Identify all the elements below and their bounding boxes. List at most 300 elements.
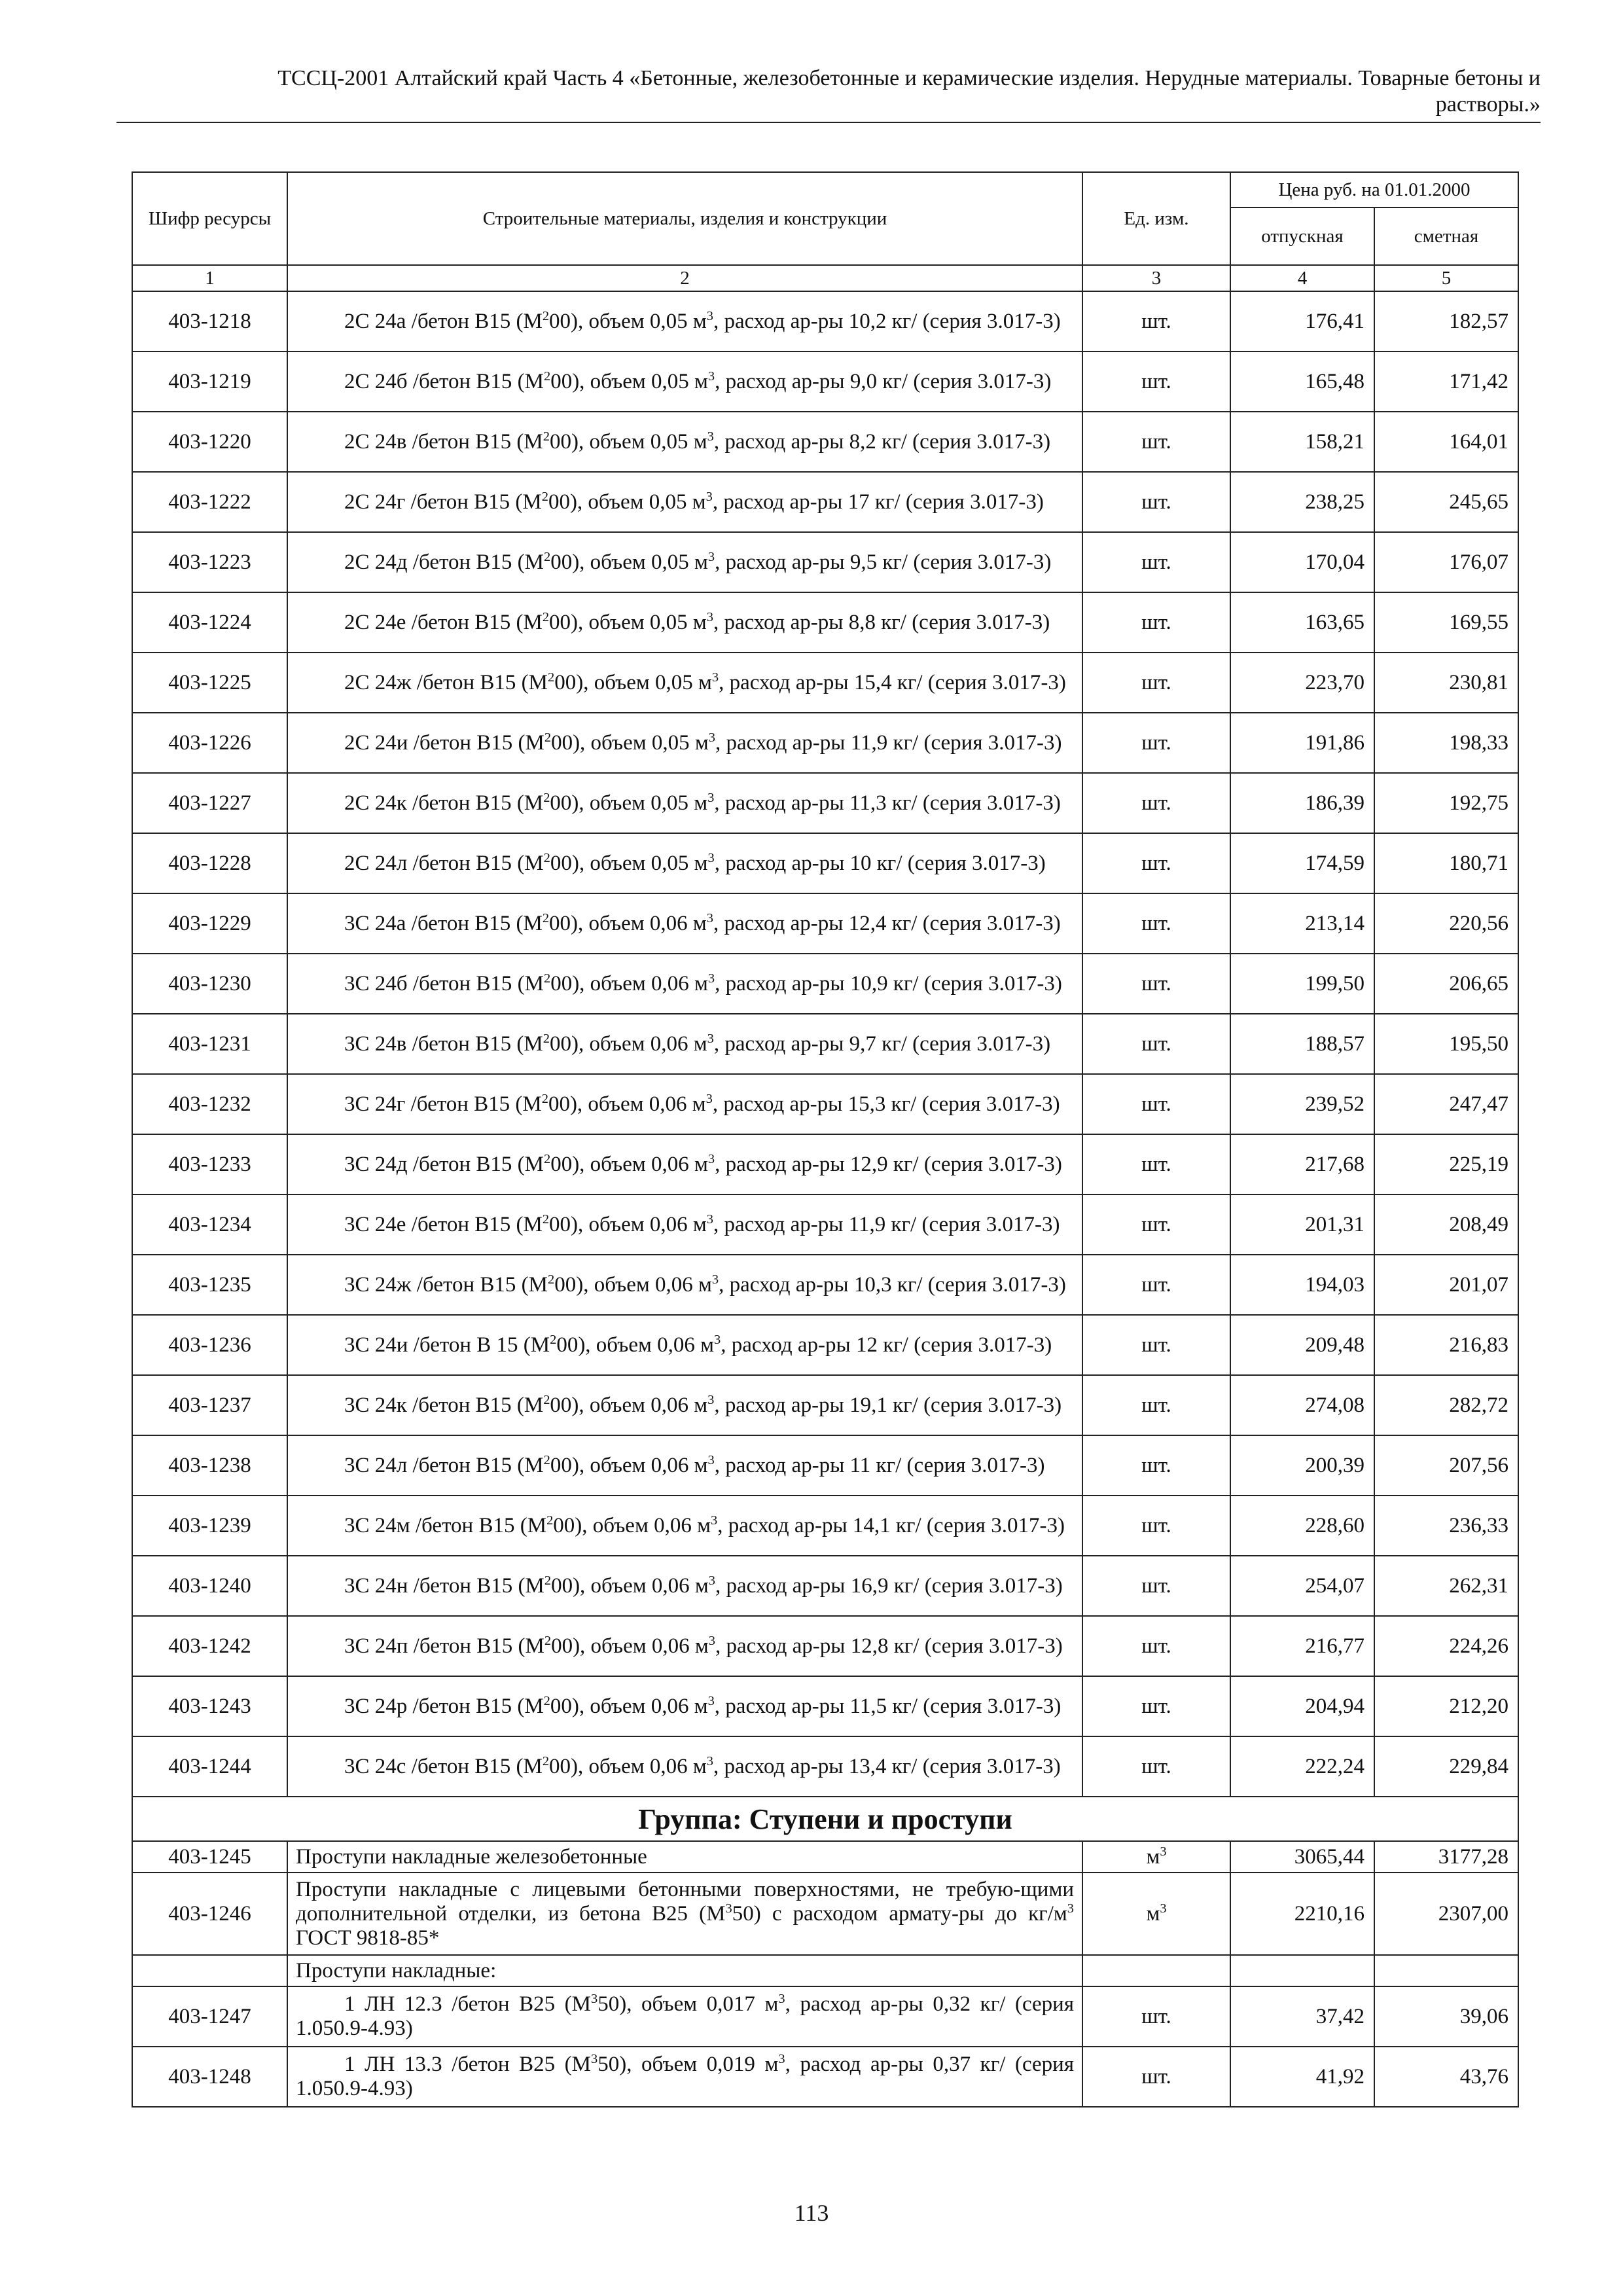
superscript: 2 [542,609,550,624]
desc-part: 2С 24к /бетон В15 (М [344,791,544,815]
table-row [132,713,1518,773]
estimate-price: 245,65 [1374,472,1518,532]
superscript: 3 [711,670,719,685]
superscript: 3 [706,308,713,323]
running-header-line1: ТССЦ-2001 Алтайский край Часть 4 «Бетонные, железобетонные и керамические изделия. Нерудные материалы. Товарные бетоны и [277,66,1541,90]
release-price: 274,08 [1230,1375,1374,1435]
col-header-estimate: сметная [1374,207,1518,265]
superscript: 3 [706,1753,713,1768]
superscript: 2 [541,1091,548,1106]
estimate-price: 220,56 [1374,893,1518,954]
resource-code: 403-1218 [132,291,287,351]
material-description [287,1315,1082,1375]
release-price: 165,48 [1230,351,1374,412]
estimate-price: 208,49 [1374,1194,1518,1255]
desc-part: 00), объем 0,06 м [549,1031,707,1056]
empty-cell [1230,1955,1374,1986]
table-row [132,291,1518,351]
release-price: 176,41 [1230,291,1374,351]
desc-part: 00), объем 0,05 м [551,730,709,755]
desc-part: , расход ар-ры 0,37 кг/ (серия 1.050.9-4.93) [296,2053,1075,2100]
desc-part: 00), объем 0,06 м [550,1694,708,1718]
estimate-price: 212,20 [1374,1676,1518,1736]
resource-code: 403-1243 [132,1676,287,1736]
estimate-price: 171,42 [1374,351,1518,412]
desc-part: 3С 24в /бетон В15 (М [344,1031,543,1056]
superscript: 2 [543,850,550,865]
table-row [132,1435,1518,1496]
desc-part: 2С 24а /бетон В15 (М [344,309,543,333]
unit-of-measure: шт. [1082,1134,1230,1194]
desc-part: 00), объем 0,05 м [549,610,707,634]
desc-part: 00), объем 0,06 м [554,1272,712,1297]
col-num: 3 [1082,265,1230,291]
release-price: 254,07 [1230,1556,1374,1616]
superscript: 2 [543,1452,550,1467]
release-price: 204,94 [1230,1676,1374,1736]
desc-part: 00), объем 0,06 м [549,1754,707,1778]
superscript: 2 [541,489,548,504]
material-description [287,1986,1082,2047]
empty-cell [1374,1955,1518,1986]
table-row [132,954,1518,1014]
superscript: 2 [547,670,555,685]
desc-part: , расход ар-ры 11,9 кг/ (серия 3.017-3) [715,730,1062,755]
desc-part: 00), объем 0,06 м [553,1513,711,1537]
subheading: Проступи накладные: [287,1955,1082,1986]
estimate-price: 224,26 [1374,1616,1518,1676]
superscript: 3 [591,1992,598,2006]
superscript: 2 [543,1031,550,1046]
superscript: 3 [707,790,715,805]
desc-part: , расход ар-ры 13,4 кг/ (серия 3.017-3) [713,1754,1061,1778]
unit-of-measure: шт. [1082,1375,1230,1435]
material-description [287,291,1082,351]
release-price: 217,68 [1230,1134,1374,1194]
desc-part: 00), объем 0,06 м [550,971,708,996]
material-description [287,1556,1082,1616]
resource-code: 403-1236 [132,1315,287,1375]
desc-part: 00), объем 0,06 м [549,911,707,935]
table-row [132,1496,1518,1556]
desc-part: , расход ар-ры 0,32 кг/ (серия 1.050.9-4.93) [296,1992,1075,2040]
material-description [287,1496,1082,1556]
unit-of-measure: шт. [1082,1194,1230,1255]
desc-part: 3С 24м /бетон В15 (М [344,1513,547,1537]
superscript: 3 [707,1452,715,1467]
empty-cell [1082,1955,1230,1986]
table-row [132,412,1518,472]
resource-code: 403-1231 [132,1014,287,1074]
desc-part: 1 ЛН 12.3 /бетон В25 (М [344,1992,592,2016]
material-description [287,1014,1082,1074]
col-header-materials: Строительные материалы, изделия и конструкции [287,172,1082,265]
material-description [287,2047,1082,2107]
superscript: 2 [543,790,550,805]
unit-of-measure: шт. [1082,1496,1230,1556]
desc-part: , расход ар-ры 9,7 кг/ (серия 3.017-3) [713,1031,1051,1056]
superscript: 2 [543,429,550,444]
desc-part: , расход ар-ры 11 кг/ (серия 3.017-3) [714,1453,1045,1477]
desc-part: , расход ар-ры 12 кг/ (серия 3.017-3) [721,1333,1052,1357]
subheading-row [132,1955,1518,1986]
superscript: 3 [707,549,715,564]
desc-part: , расход ар-ры 12,9 кг/ (серия 3.017-3) [715,1152,1062,1176]
desc-part: 3С 24п /бетон В15 (М [344,1634,544,1658]
table-row [132,1616,1518,1676]
desc-part: 3С 24н /бетон В15 (М [344,1573,544,1598]
release-price: 239,52 [1230,1074,1374,1134]
superscript: 2 [542,308,550,323]
desc-part: 00), объем 0,06 м [548,1092,706,1116]
superscript: 3 [707,1151,715,1166]
material-description [287,1736,1082,1797]
material-description [287,1375,1082,1435]
resource-code: 403-1237 [132,1375,287,1435]
desc-part: 3С 24р /бетон В15 (М [344,1694,544,1718]
unit-of-measure: шт. [1082,472,1230,532]
superscript: 2 [543,368,551,384]
superscript: 3 [1160,1844,1167,1859]
superscript: 3 [725,1901,732,1916]
table-row [132,1986,1518,2047]
unit-of-measure: шт. [1082,833,1230,893]
desc-part: 50) с расходом армату-ры до кг/м [732,1901,1067,1926]
group-header-row [132,1797,1518,1841]
col-header-code: Шифр ресурсы [132,172,287,265]
material-description [287,954,1082,1014]
desc-part: 00), объем 0,05 м [548,490,706,514]
superscript: 2 [542,1211,550,1227]
resource-code: 403-1239 [132,1496,287,1556]
material-description [287,713,1082,773]
material-description [287,1676,1082,1736]
estimate-price: 2307,00 [1374,1873,1518,1955]
resource-code: 403-1232 [132,1074,287,1134]
superscript: 3 [591,2052,598,2066]
resource-code: 403-1222 [132,472,287,532]
resource-code: 403-1245 [132,1841,287,1873]
superscript: 2 [543,971,551,986]
desc-part: , расход ар-ры 10,3 кг/ (серия 3.017-3) [719,1272,1066,1297]
desc-part: 2С 24б /бетон В15 (М [344,369,544,393]
desc-part: 00), объем 0,05 м [550,369,708,393]
release-price: 2210,16 [1230,1873,1374,1955]
estimate-price: 39,06 [1374,1986,1518,2047]
table-row [132,1736,1518,1797]
table-row [132,472,1518,532]
table-row [132,773,1518,833]
estimate-price: 176,07 [1374,532,1518,592]
release-price: 174,59 [1230,833,1374,893]
unit-of-measure: шт. [1082,1736,1230,1797]
release-price: 213,14 [1230,893,1374,954]
material-description [287,893,1082,954]
resource-code: 403-1228 [132,833,287,893]
desc-part: , расход ар-ры 12,4 кг/ (серия 3.017-3) [713,911,1061,935]
release-price: 37,42 [1230,1986,1374,2047]
superscript: 3 [705,489,713,504]
resource-code: 403-1247 [132,1986,287,2047]
estimate-price: 180,71 [1374,833,1518,893]
unit-of-measure: шт. [1082,532,1230,592]
group-title: Группа: Ступени и проступи [132,1797,1518,1841]
unit-of-measure: шт. [1082,653,1230,713]
desc-part: 00), объем 0,06 м [551,1634,709,1658]
desc-part: 00), объем 0,05 м [550,791,708,815]
superscript: 3 [714,1332,721,1347]
superscript: 3 [707,850,715,865]
superscript: 2 [544,1633,552,1648]
material-description [287,653,1082,713]
desc-part: 00), объем 0,06 м [550,1453,708,1477]
unit-of-measure: шт. [1082,1014,1230,1074]
col-num: 2 [287,265,1082,291]
resource-code: 403-1219 [132,351,287,412]
material-description [287,1194,1082,1255]
material-description [287,532,1082,592]
desc-part: , расход ар-ры 11,5 кг/ (серия 3.017-3) [714,1694,1061,1718]
release-price: 222,24 [1230,1736,1374,1797]
desc-part: , расход ар-ры 11,9 кг/ (серия 3.017-3) [713,1212,1060,1236]
col-header-unit: Ед. изм. [1082,172,1230,265]
desc-part: 00), объем 0,06 м [550,1152,708,1176]
desc-part: 00), объем 0,05 м [550,851,708,875]
unit-of-measure: шт. [1082,2047,1230,2107]
estimate-price: 198,33 [1374,713,1518,773]
superscript: 3 [707,1392,715,1407]
table-row [132,1194,1518,1255]
release-price: 200,39 [1230,1435,1374,1496]
release-price: 238,25 [1230,472,1374,532]
material-description [287,1873,1082,1955]
material-description [287,1255,1082,1315]
unit-of-measure: шт. [1082,351,1230,412]
empty-cell [132,1955,287,1986]
resource-code: 403-1248 [132,2047,287,2107]
desc-part: 2С 24г /бетон В15 (М [344,490,542,514]
superscript: 2 [543,1151,551,1166]
resource-code: 403-1242 [132,1616,287,1676]
resource-code: 403-1226 [132,713,287,773]
superscript: 3 [778,2052,785,2066]
desc-part: 00), объем 0,06 м [550,1393,708,1417]
superscript: 3 [1067,1901,1074,1916]
superscript: 3 [710,1513,718,1528]
release-price: 41,92 [1230,2047,1374,2107]
material-description [287,351,1082,412]
estimate-price: 201,07 [1374,1255,1518,1315]
estimate-price: 230,81 [1374,653,1518,713]
superscript: 3 [778,1992,785,2006]
superscript: 2 [543,549,551,564]
desc-part: 00), объем 0,06 м [556,1333,714,1357]
table-row [132,2047,1518,2107]
table-row [132,592,1518,653]
superscript: 2 [542,910,550,925]
desc-part: 2С 24и /бетон В15 (М [344,730,544,755]
unit-of-measure: шт. [1082,291,1230,351]
desc-part: , расход ар-ры 14,1 кг/ (серия 3.017-3) [717,1513,1065,1537]
unit-of-measure [1082,1841,1230,1873]
desc-part: 00), объем 0,05 м [554,670,712,694]
desc-part: 2С 24л /бетон В15 (М [344,851,544,875]
desc-part: 00), объем 0,05 м [549,429,707,454]
desc-part: 3С 24ж /бетон В15 (М [344,1272,548,1297]
release-price: 199,50 [1230,954,1374,1014]
unit-of-measure: шт. [1082,1315,1230,1375]
superscript: 2 [544,1573,552,1588]
unit-of-measure: шт. [1082,1255,1230,1315]
estimate-price: 169,55 [1374,592,1518,653]
col-header-release: отпускная [1230,207,1374,265]
desc-part: , расход ар-ры 17 кг/ (серия 3.017-3) [712,490,1044,514]
unit-of-measure: шт. [1082,773,1230,833]
material-description [287,773,1082,833]
desc-part: , расход ар-ры 10,2 кг/ (серия 3.017-3) [713,309,1061,333]
unit-of-measure: шт. [1082,1435,1230,1496]
unit-of-measure: шт. [1082,954,1230,1014]
unit-of-measure: шт. [1082,1676,1230,1736]
desc-part: 2С 24в /бетон В15 (М [344,429,543,454]
material-description [287,592,1082,653]
superscript: 2 [543,1693,550,1708]
release-price: 201,31 [1230,1194,1374,1255]
material-description [287,1435,1082,1496]
superscript: 3 [708,730,715,745]
estimate-price: 247,47 [1374,1074,1518,1134]
unit-text: м [1146,1901,1160,1926]
desc-part: 2С 24ж /бетон В15 (М [344,670,548,694]
unit-of-measure [1082,1873,1230,1955]
unit-text: м [1146,1844,1160,1869]
estimate-price: 236,33 [1374,1496,1518,1556]
table-row [132,1873,1518,1955]
superscript: 3 [708,1633,715,1648]
table-row [132,1074,1518,1134]
material-description [287,833,1082,893]
col-num: 4 [1230,265,1374,291]
release-price: 216,77 [1230,1616,1374,1676]
running-header-line2: растворы.» [1435,92,1541,117]
estimate-price: 206,65 [1374,954,1518,1014]
material-description [287,1616,1082,1676]
estimate-price: 282,72 [1374,1375,1518,1435]
resource-code: 403-1230 [132,954,287,1014]
desc-part: 3С 24а /бетон В15 (М [344,911,543,935]
desc-part: , расход ар-ры 9,5 кг/ (серия 3.017-3) [715,550,1052,574]
page-number: 113 [794,2200,829,2226]
table-row [132,893,1518,954]
desc-part: 50), объем 0,017 м [597,1992,779,2016]
superscript: 3 [707,429,714,444]
table-row [132,653,1518,713]
superscript: 2 [547,1272,555,1287]
resource-code: 403-1238 [132,1435,287,1496]
release-price: 186,39 [1230,773,1374,833]
superscript: 3 [706,609,713,624]
superscript: 2 [544,730,552,745]
unit-of-measure: шт. [1082,713,1230,773]
superscript: 2 [550,1332,557,1347]
unit-of-measure: шт. [1082,592,1230,653]
table-row [132,532,1518,592]
superscript: 3 [707,1693,715,1708]
superscript: 2 [546,1513,554,1528]
desc-part: , расход ар-ры 9,0 кг/ (серия 3.017-3) [715,369,1052,393]
desc-part: , расход ар-ры 15,3 кг/ (серия 3.017-3) [712,1092,1060,1116]
release-price: 163,65 [1230,592,1374,653]
material-description: Проступи накладные железобетонные [287,1841,1082,1873]
desc-part: 2С 24е /бетон В15 (М [344,610,543,634]
estimate-price: 182,57 [1374,291,1518,351]
running-header [116,65,1541,118]
superscript: 3 [708,1573,715,1588]
desc-part: 3С 24д /бетон В15 (М [344,1152,544,1176]
col-num: 5 [1374,265,1518,291]
superscript: 3 [1160,1901,1167,1916]
material-description [287,1134,1082,1194]
resource-code: 403-1223 [132,532,287,592]
desc-part: 1 ЛН 13.3 /бетон В25 (М [344,2053,592,2076]
price-table [132,171,1519,2108]
superscript: 2 [542,1753,550,1768]
release-price: 228,60 [1230,1496,1374,1556]
resource-code: 403-1224 [132,592,287,653]
table-row [132,833,1518,893]
resource-code: 403-1229 [132,893,287,954]
release-price: 3065,44 [1230,1841,1374,1873]
resource-code: 403-1227 [132,773,287,833]
desc-part: , расход ар-ры 19,1 кг/ (серия 3.017-3) [714,1393,1062,1417]
desc-part: 00), объем 0,05 м [550,550,708,574]
superscript: 3 [707,368,715,384]
unit-of-measure: шт. [1082,893,1230,954]
desc-part: 2С 24д /бетон В15 (М [344,550,544,574]
unit-of-measure: шт. [1082,1556,1230,1616]
unit-of-measure: шт. [1082,1074,1230,1134]
superscript: 3 [705,1091,713,1106]
material-description [287,472,1082,532]
estimate-price: 207,56 [1374,1435,1518,1496]
estimate-price: 164,01 [1374,412,1518,472]
superscript: 3 [707,1031,714,1046]
table-row [132,1014,1518,1074]
resource-code: 403-1234 [132,1194,287,1255]
release-price: 170,04 [1230,532,1374,592]
superscript: 3 [706,910,713,925]
desc-part: , расход ар-ры 16,9 кг/ (серия 3.017-3) [715,1573,1063,1598]
unit-of-measure: шт. [1082,1616,1230,1676]
desc-part: , расход ар-ры 10,9 кг/ (серия 3.017-3) [715,971,1062,996]
desc-part: 00), объем 0,06 м [551,1573,709,1598]
col-num: 1 [132,265,287,291]
table-row [132,1134,1518,1194]
superscript: 3 [711,1272,719,1287]
estimate-price: 225,19 [1374,1134,1518,1194]
release-price: 158,21 [1230,412,1374,472]
release-price: 188,57 [1230,1014,1374,1074]
table-row [132,1255,1518,1315]
estimate-price: 43,76 [1374,2047,1518,2107]
release-price: 194,03 [1230,1255,1374,1315]
table-body [132,291,1518,2107]
unit-of-measure: шт. [1082,1986,1230,2047]
header-rule [116,122,1541,123]
resource-code: 403-1244 [132,1736,287,1797]
superscript: 3 [707,971,715,986]
estimate-price: 195,50 [1374,1014,1518,1074]
